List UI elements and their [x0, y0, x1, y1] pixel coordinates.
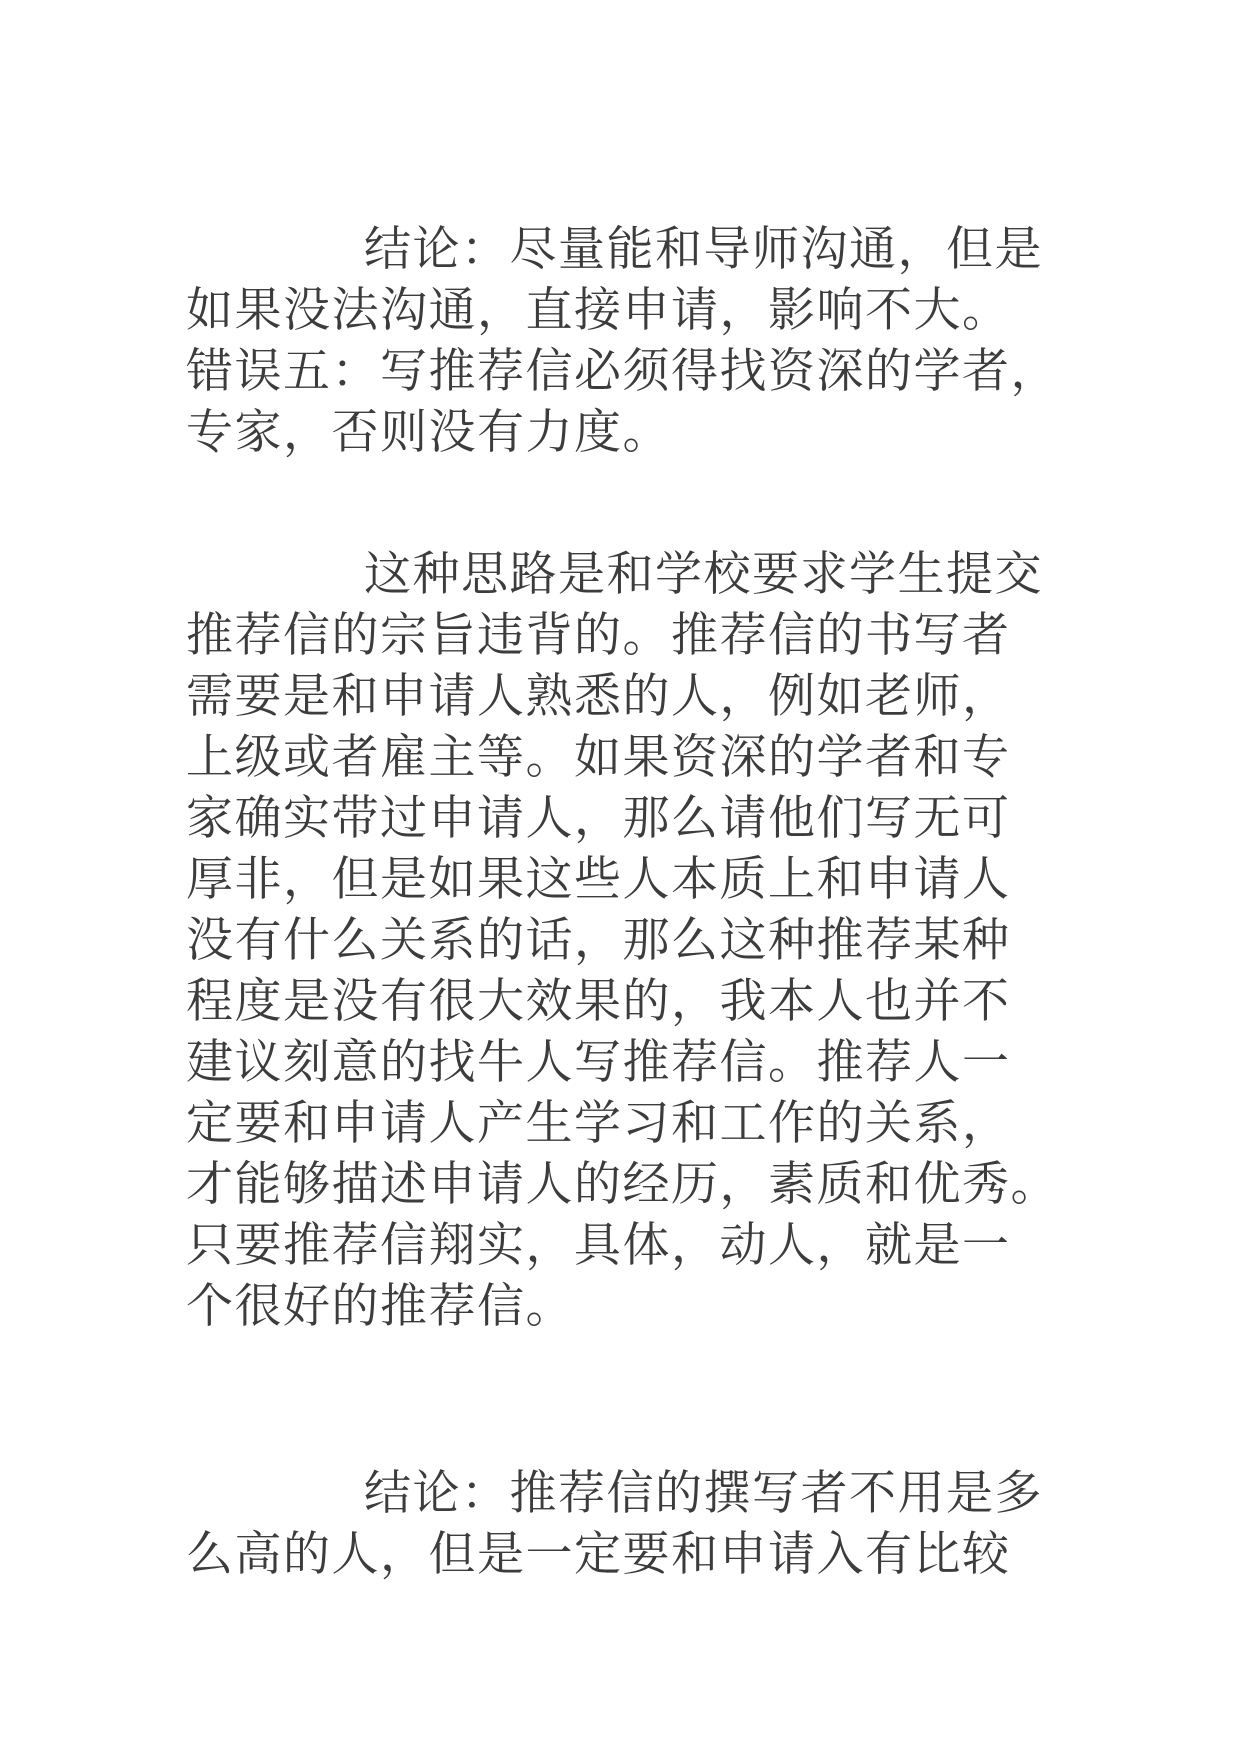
text-line: 个很好的推荐信。	[186, 1279, 574, 1334]
text-line: 才能够描述申请人的经历，素质和优秀。	[186, 1157, 1059, 1212]
text-line: 需要是和申请人熟悉的人，例如老师，	[186, 669, 1011, 724]
paragraph-conclusion-and-mistake-five	[186, 219, 1086, 463]
text-line: 如果没法沟通，直接申请，影响不大。	[186, 283, 1011, 338]
text-line: 么高的人，但是一定要和申请入有比较	[186, 1527, 1011, 1582]
text-line: 结论：推荐信的撰写者不用是多	[364, 1466, 1043, 1521]
paragraph-explanation	[186, 544, 1086, 1337]
text-line: 推荐信的宗旨违背的。推荐信的书写者	[186, 608, 1011, 663]
text-line: 这种思路是和学校要求学生提交	[364, 547, 1043, 602]
text-line: 只要推荐信翔实，具体，动人，就是一	[186, 1218, 1011, 1273]
text-line: 错误五：写推荐信必须得找资深的学者，	[186, 344, 1059, 399]
text-line: 家确实带过申请人，那么请他们写无可	[186, 791, 1011, 846]
text-line: 没有什么关系的话，那么这种推荐某种	[186, 913, 1011, 968]
text-line: 专家，否则没有力度。	[186, 405, 671, 460]
text-line: 厚非，但是如果这些人本质上和申请人	[186, 852, 1011, 907]
paragraph-final-conclusion	[186, 1463, 1086, 1585]
text-line: 建议刻意的找牛人写推荐信。推荐人一	[186, 1035, 1011, 1090]
text-line: 结论：尽量能和导师沟通，但是	[364, 222, 1043, 277]
text-line: 上级或者雇主等。如果资深的学者和专	[186, 730, 1011, 785]
text-line: 程度是没有很大效果的，我本人也并不	[186, 974, 1011, 1029]
text-line: 定要和申请人产生学习和工作的关系，	[186, 1096, 1011, 1151]
